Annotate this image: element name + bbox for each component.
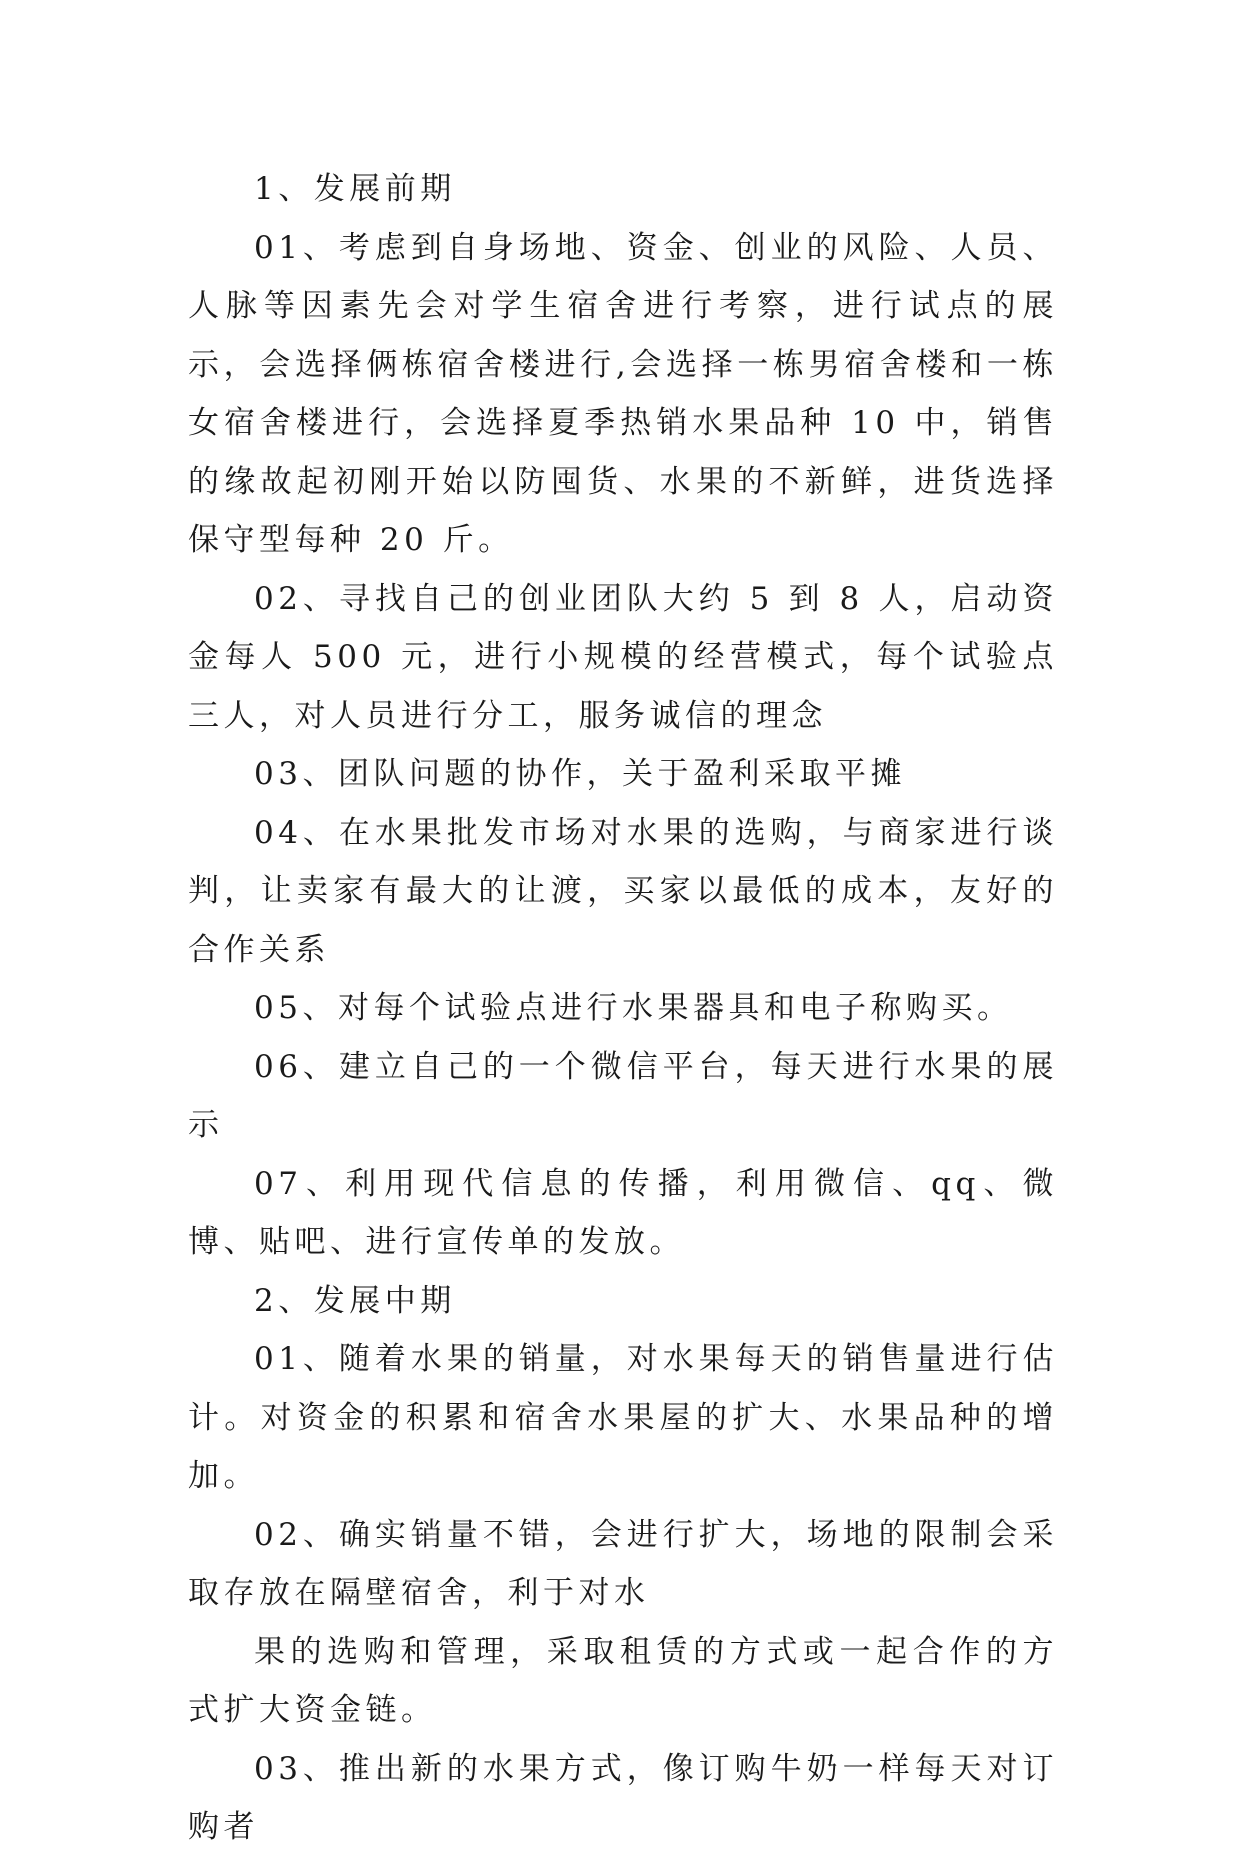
paragraph-middle-02-continued: 果的选购和管理，采取租赁的方式或一起合作的方式扩大资金链。 bbox=[188, 1633, 1058, 1728]
paragraph-early-03: 03、团队问题的协作，关于盈利采取平摊 bbox=[254, 756, 906, 792]
section-heading-middle-stage: 2、发展中期 bbox=[254, 1282, 456, 1319]
paragraph-early-06: 06、建立自己的一个微信平台，每天进行水果的展示 bbox=[188, 1048, 1058, 1143]
paragraph-middle-02: 02、确实销量不错，会进行扩大，场地的限制会采取存放在隔壁宿舍，利于对水 bbox=[188, 1516, 1058, 1611]
section-heading-early-stage: 1、发展前期 bbox=[254, 171, 456, 207]
paragraph-early-04: 04、在水果批发市场对水果的选购，与商家进行谈判，让卖家有最大的让渡，买家以最低的成本，友好的合作关系 bbox=[188, 814, 1058, 968]
paragraph-middle-01: 01、随着水果的销量，对水果每天的销售量进行估计。对资金的积累和宿舍水果屋的扩大、水果品种的增加。 bbox=[188, 1341, 1058, 1494]
document-body bbox=[188, 160, 1058, 1857]
paragraph-early-05: 05、对每个试验点进行水果器具和电子称购买。 bbox=[254, 990, 1013, 1026]
paragraph-early-02: 02、寻找自己的创业团队大约 5 到 8 人，启动资金每人 500 元，进行小规模的经营模式，每个试验点三人，对人员进行分工，服务诚信的理念 bbox=[188, 580, 1058, 734]
paragraph-early-01: 01、考虑到自身场地、资金、创业的风险、人员、人脉等因素先会对学生宿舍进行考察，进行试点的展示，会选择俩栋宿舍楼进行,会选择一栋男宿舍楼和一栋女宿舍楼进行，会选择夏季热销水果品种 10 中，销售的缘故起初刚开始以防囤货、水果的不新鲜，进货选择保守型每种 20 斤。 bbox=[188, 229, 1058, 558]
paragraph-middle-03: 03、推出新的水果方式，像订购牛奶一样每天对订购者 bbox=[188, 1750, 1058, 1845]
paragraph-early-07: 07、利用现代信息的传播，利用微信、qq、微博、贴吧、进行宣传单的发放。 bbox=[188, 1165, 1058, 1260]
